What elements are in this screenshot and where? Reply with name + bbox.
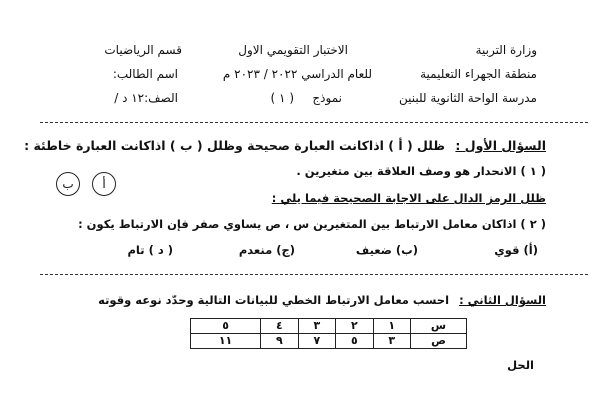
divider-middle	[40, 274, 588, 275]
grade-label: الصف:١٢ د /	[114, 91, 178, 105]
choice-d[interactable]: ( د ) تام	[127, 243, 173, 257]
choice-a[interactable]: (أ) قوي	[494, 243, 538, 257]
option-b-bubble[interactable]	[56, 172, 80, 196]
question1-statement: ( ١ ) الانحدار هو وصف العلاقة بين متغيرين .	[296, 164, 546, 178]
table-cell: ٤	[261, 319, 298, 334]
data-table	[190, 318, 467, 349]
mc-instruction: ظلل الرمز الدال على الاجابة الصحيحة فيما يلي :	[271, 191, 546, 205]
model-number: ( ١ )	[270, 91, 294, 105]
model-label: نموذج	[312, 91, 342, 105]
question1-title	[24, 140, 546, 153]
academic-year: للعام الدراسي ٢٠٢٢ / ٢٠٢٣ م	[222, 67, 372, 81]
option-b-label: ب	[62, 177, 74, 191]
question1-title-text: السؤال الأول :	[455, 138, 546, 153]
table-cell: ٥	[336, 334, 373, 349]
table-cell: ١١	[191, 334, 261, 349]
department-label: قسم الرياضيات	[104, 43, 182, 57]
table-cell: ١	[373, 319, 410, 334]
question1-instruction: ظلل ( أ ) اذاكانت العبارة صحيحة وظلل ( ب ) اذاكانت العبارة خاطئة :	[24, 138, 446, 153]
choice-c[interactable]: (ج) منعدم	[238, 243, 295, 257]
table-cell: ٣	[298, 319, 335, 334]
table-cell: ٥	[191, 319, 261, 334]
question2-instruction: احسب معامل الارتباط الخطي للبيانات التالية وحدّد نوعه وقوته	[98, 293, 450, 307]
option-a-label: أ	[102, 177, 106, 191]
table-cell: ٢	[336, 319, 373, 334]
student-name-label: اسم الطالب:	[112, 67, 178, 81]
school-label: مدرسة الواحة الثانوية للبنين	[398, 91, 537, 105]
option-a-bubble[interactable]	[92, 172, 116, 196]
row-x-label: س	[411, 319, 467, 334]
mc-question: ( ٢ ) اذاكان معامل الارتباط بين المتغيرين س ، ص يساوي صفر فإن الارتباط يكون :	[78, 217, 546, 231]
table-cell: ٣	[373, 334, 410, 349]
table-cell: ٧	[298, 334, 335, 349]
question2-title-text: السؤال الثاني :	[459, 293, 546, 307]
row-y-label: ص	[411, 334, 467, 349]
solution-label: الحل	[507, 358, 534, 372]
choice-b[interactable]: (ب) ضعيف	[355, 243, 418, 257]
exam-title: الاختبار التقويمي الاول	[238, 43, 348, 57]
table-row-x	[191, 319, 467, 334]
divider-top	[40, 122, 588, 123]
region-label: منطقة الجهراء التعليمية	[420, 67, 537, 81]
ministry-label: وزارة التربية	[475, 43, 537, 57]
table-cell: ٩	[261, 334, 298, 349]
question2-title	[98, 295, 546, 307]
table-row-y	[191, 334, 467, 349]
